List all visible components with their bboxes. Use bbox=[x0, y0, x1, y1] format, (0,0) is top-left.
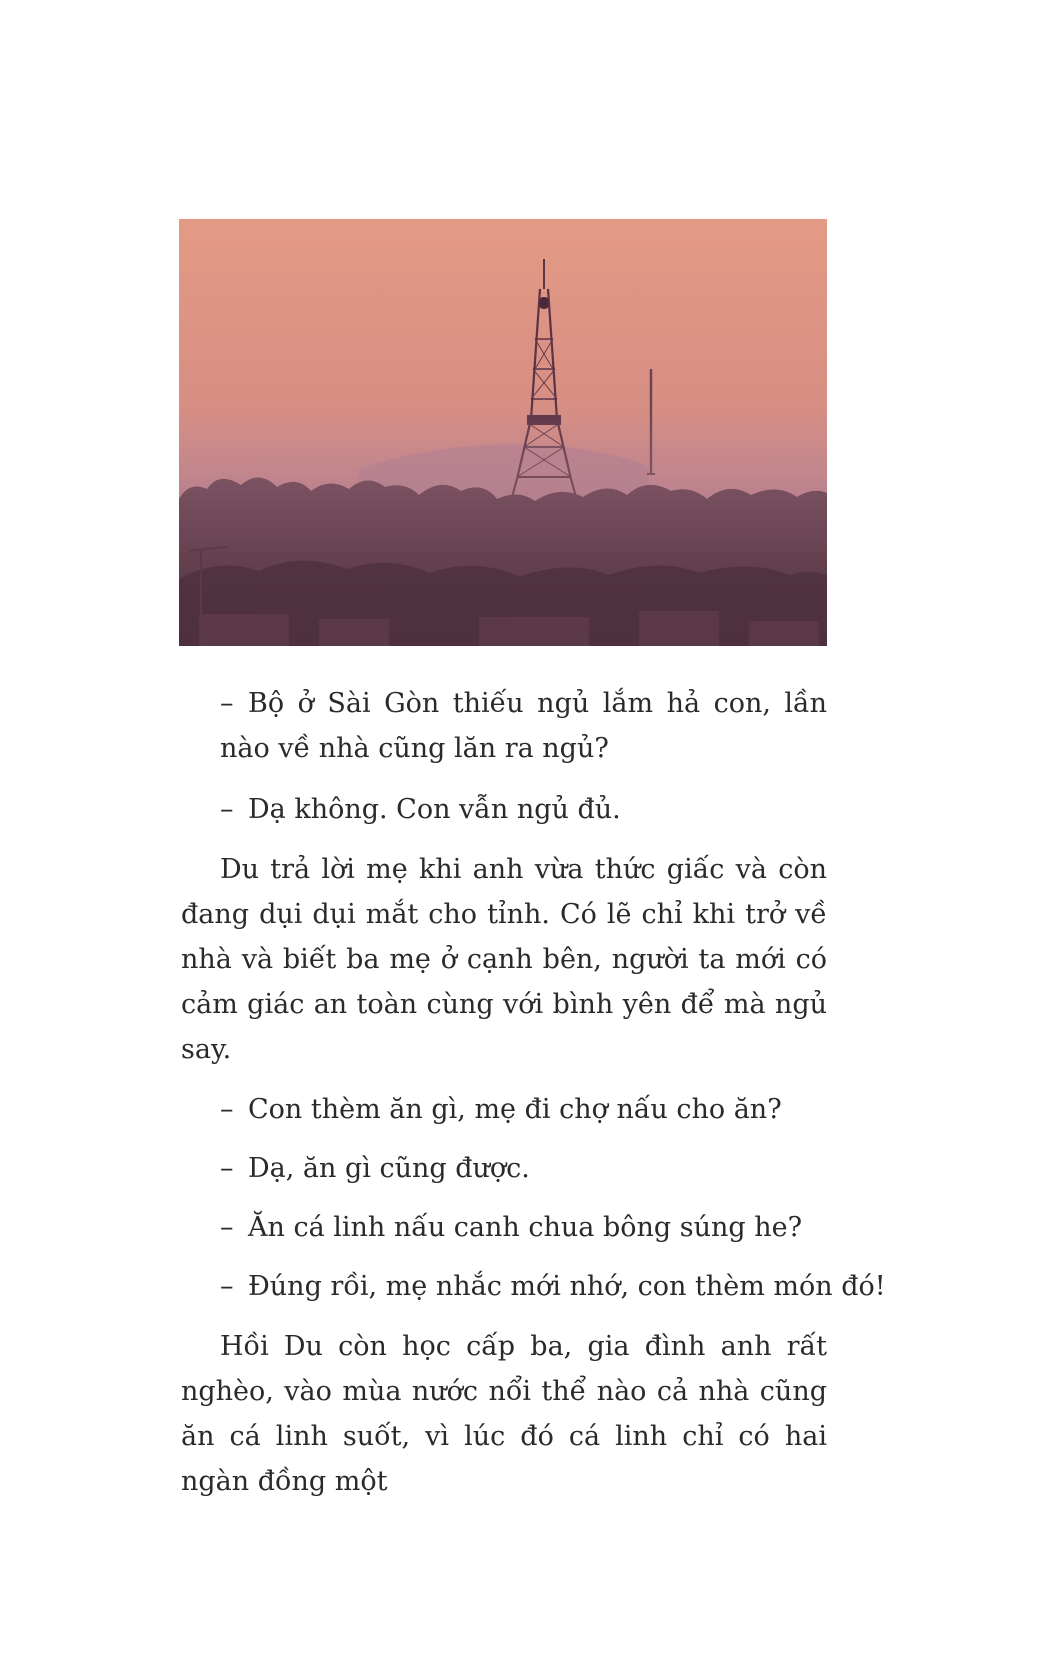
dialogue-line bbox=[181, 1264, 886, 1309]
narrative-paragraph: Du trả lời mẹ khi anh vừa thức giấc và còn đang dụi dụi mắt cho tỉnh. Có lẽ chỉ khi trở về nhà và biết ba mẹ ở cạnh bên, người ta mới có cảm giác an toàn cùng với bình yên để mà ngủ say. bbox=[181, 854, 827, 1065]
dialogue-text: Ăn cá linh nấu canh chua bông súng he? bbox=[248, 1212, 803, 1243]
dialogue-text: Dạ, ăn gì cũng được. bbox=[248, 1153, 530, 1184]
dialogue-dash: – bbox=[220, 1153, 234, 1184]
dialogue-dash: – bbox=[220, 688, 234, 719]
dialogue-text: Dạ không. Con vẫn ngủ đủ. bbox=[248, 794, 621, 825]
misty-radio-tower-photo bbox=[179, 219, 827, 646]
photo-illustration bbox=[179, 219, 827, 646]
dialogue-line bbox=[181, 1205, 827, 1250]
story-text bbox=[181, 681, 886, 1504]
dialogue-dash: – bbox=[220, 1212, 234, 1243]
dialogue-text: Bộ ở Sài Gòn thiếu ngủ lắm hả con, lần nào về nhà cũng lăn ra ngủ? bbox=[220, 688, 827, 764]
dialogue-line bbox=[181, 1087, 827, 1132]
dialogue-line bbox=[181, 681, 827, 771]
dialogue-line bbox=[181, 787, 827, 832]
dialogue-text: Con thèm ăn gì, mẹ đi chợ nấu cho ăn? bbox=[248, 1094, 782, 1125]
dialogue-dash: – bbox=[220, 794, 234, 825]
narrative-paragraph: Hồi Du còn học cấp ba, gia đình anh rất nghèo, vào mùa nước nổi thể nào cả nhà cũng ăn cá linh suốt, vì lúc đó cá linh chỉ có hai ngàn đồng một bbox=[181, 1331, 827, 1497]
dialogue-dash: – bbox=[220, 1271, 234, 1302]
dialogue-text: Đúng rồi, mẹ nhắc mới nhớ, con thèm món đó! bbox=[248, 1271, 886, 1302]
dialogue-line bbox=[181, 1146, 827, 1191]
dialogue-dash: – bbox=[220, 1094, 234, 1125]
